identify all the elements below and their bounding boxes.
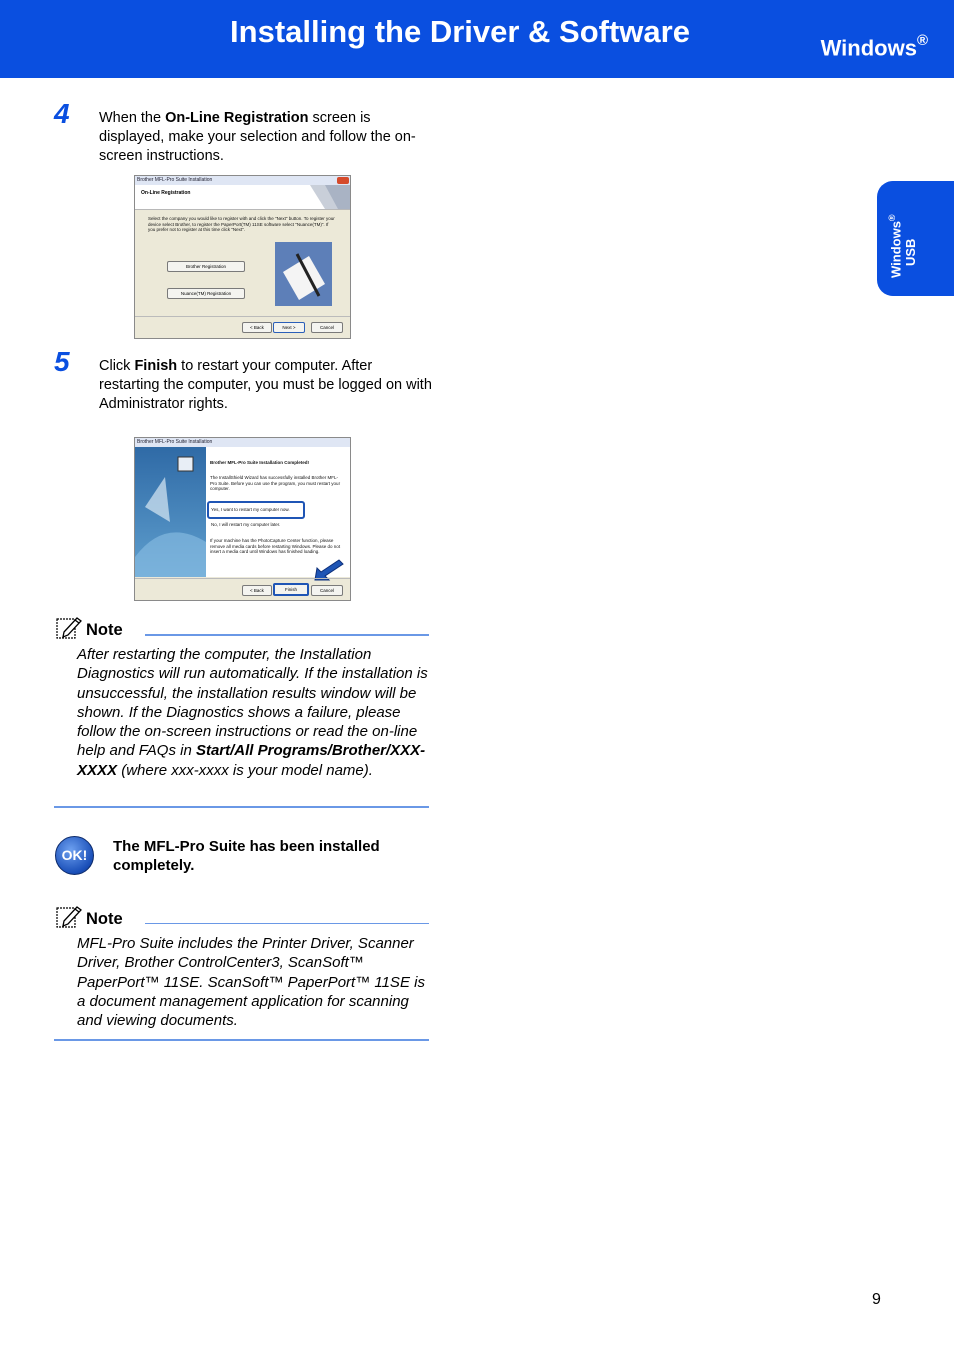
restart-later-radio[interactable]: No, I will restart my computer later. (211, 522, 281, 527)
dialog-header (135, 185, 350, 210)
brother-registration-button[interactable]: Brother Registration (167, 261, 245, 272)
note-label: Note (86, 621, 123, 639)
step-4-text-a: When the (99, 110, 166, 126)
screenshot-install-completed (134, 437, 351, 601)
note-1-text-a: After restarting the computer, the Installation Diagnostics will run automatically. If the installation is unsuccessful, the installation results window will be shown. If the Diagnostics shows a failure, please follow the on-screen instructions or read the on-line help and FAQs in (77, 646, 428, 760)
finish-button[interactable]: Finish (273, 583, 309, 596)
side-tab-line2: USB (903, 238, 919, 266)
back-button[interactable]: < Back (242, 585, 272, 596)
window-titlebar (135, 438, 350, 447)
dialog-heading: Brother MFL-Pro Suite Installation Completed! (210, 460, 310, 465)
window-titlebar (135, 176, 350, 185)
step-5-text-bold: Finish (134, 358, 178, 374)
registration-pen-icon (275, 242, 332, 306)
note-pencil-icon (56, 616, 82, 640)
dialog-body: Select the company you would like to register with and click the "Next" button. To register your device select Brother, to register the PaperPort(TM) 11SE software select "Nuance(TM)". If you prefer not to register at this time click "Next". (148, 216, 335, 232)
page-title: Installing the Driver & Software (230, 14, 690, 49)
step-5-text-b: to restart your computer. After restarting the computer, you must be logged on with Administrator rights. (99, 358, 432, 412)
step-number-5: 5 (54, 346, 70, 377)
installed-message: The MFL-Pro Suite has been installed completely. (113, 838, 380, 874)
step-4-text-b: screen is displayed, make your selection and follow the on-screen instructions. (99, 110, 416, 164)
side-tab-sup: ® (887, 214, 897, 222)
note-2-bottom-rule (54, 1039, 429, 1041)
back-button[interactable]: < Back (242, 322, 272, 333)
wizard-banner-icon (135, 447, 206, 577)
header-graphic-icon (290, 185, 350, 209)
next-button[interactable]: Next > (273, 322, 305, 333)
cancel-button[interactable]: Cancel (311, 322, 343, 333)
note-2-text: MFL-Pro Suite includes the Printer Driver, Scanner Driver, Brother ControlCenter3, ScanSoft™ PaperPort™ 11SE. ScanSoft™ PaperPort™ 11SE is a document management application for scanning and viewing documents. (77, 935, 425, 1030)
step-number-4: 4 (54, 98, 70, 129)
dialog-heading: On-Line Registration (141, 190, 191, 196)
note-1-text-bold: Start/All Programs/Brother/XXX-XXXX (77, 742, 426, 779)
note-1-bottom-rule (54, 806, 429, 808)
screenshot-online-registration (134, 175, 351, 339)
os-label (821, 34, 928, 61)
page-number: 9 (872, 1291, 881, 1308)
window-title: Brother MFL-Pro Suite Installation (137, 439, 213, 445)
step-4-text (99, 109, 434, 166)
note-header-rule (145, 634, 429, 636)
ok-badge-icon (55, 836, 94, 875)
dialog-body: The InstallShield Wizard has successfully installed Brother MFL-Pro Suite. Before you can use the program, you must restart your computer. (210, 475, 341, 491)
page-header (0, 0, 954, 78)
side-tab-label (885, 214, 918, 278)
os-label-text: Windows (820, 35, 917, 61)
note-pencil-icon (56, 905, 82, 929)
dialog-divider (135, 316, 350, 317)
step-5-text-a: Click (99, 358, 135, 374)
cancel-button[interactable]: Cancel (311, 585, 343, 596)
dialog-warning: If your machine has the PhotoCapture Center function, please remove all media cards before restarting Windows. Please do not insert a media card until Windows has finished loading. (210, 538, 341, 554)
note-header-rule (145, 923, 429, 924)
step-4-text-bold: On-Line Registration (165, 110, 309, 126)
step-5-text (99, 357, 434, 414)
nuance-registration-button[interactable]: Nuance(TM) Registration (167, 288, 245, 299)
side-tab-line1: Windows (888, 221, 904, 278)
close-icon (337, 177, 349, 184)
note-1-text (77, 645, 432, 780)
restart-now-radio[interactable]: Yes, I want to restart my computer now. (211, 507, 290, 512)
note-1-text-b: (where xxx-xxxx is your model name). (117, 761, 373, 779)
ok-badge-text: OK! (61, 847, 88, 863)
window-title: Brother MFL-Pro Suite Installation (137, 177, 213, 183)
note-label: Note (86, 910, 123, 928)
dialog-divider (135, 578, 350, 579)
registered-mark: ® (916, 32, 928, 49)
